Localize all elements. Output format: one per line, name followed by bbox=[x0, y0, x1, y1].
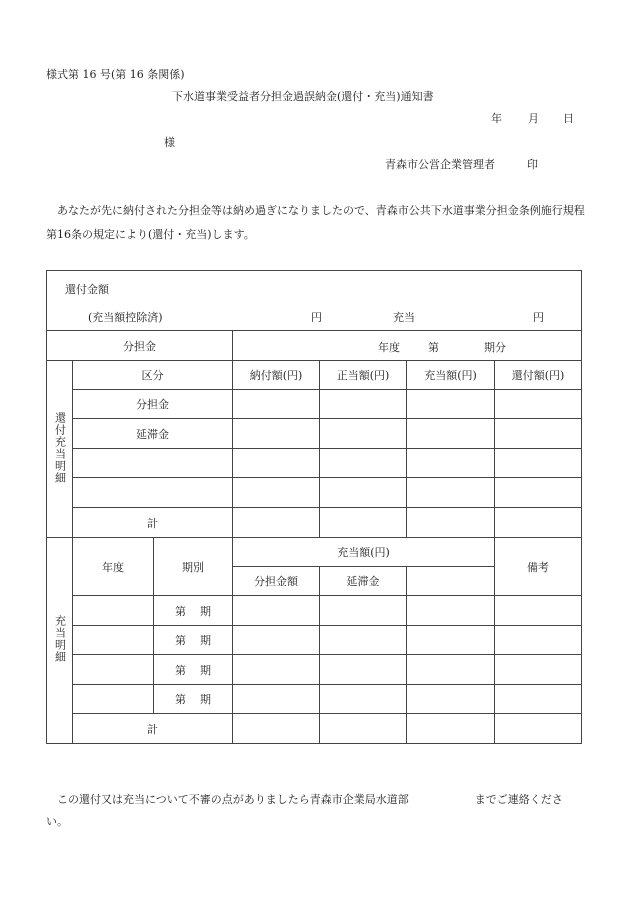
period-portion-label: 期分 bbox=[484, 341, 506, 354]
table-cell bbox=[73, 478, 233, 508]
table-cell bbox=[407, 478, 495, 508]
refund-yen-unit: 円 bbox=[311, 311, 322, 324]
table-cell bbox=[320, 419, 407, 449]
period-ki: 期 bbox=[200, 634, 211, 647]
table-cell bbox=[495, 508, 582, 538]
table-cell bbox=[73, 626, 154, 655]
document-title: 下水道事業受益者分担金過誤納金(還付・充当)通知書 bbox=[172, 90, 434, 103]
table-row bbox=[47, 478, 582, 508]
late-fee-header: 延滞金 bbox=[320, 567, 407, 596]
refund-total-row bbox=[47, 508, 582, 538]
burden-label: 分担金 bbox=[47, 331, 233, 361]
table-cell bbox=[320, 596, 407, 626]
table-cell bbox=[233, 596, 320, 626]
year-header: 年度 bbox=[73, 538, 154, 596]
applied-header: 充当額(円) bbox=[407, 361, 495, 390]
table-cell bbox=[233, 626, 320, 655]
row-label-burden: 分担金 bbox=[73, 390, 233, 419]
table-cell bbox=[320, 685, 407, 714]
table-cell bbox=[73, 596, 154, 626]
table-cell bbox=[233, 478, 320, 508]
refund-amount-cell bbox=[47, 271, 582, 331]
table-cell bbox=[233, 655, 320, 685]
table-cell bbox=[233, 419, 320, 449]
table-cell bbox=[407, 419, 495, 449]
table-cell bbox=[495, 685, 582, 714]
table-cell bbox=[320, 655, 407, 685]
table-cell bbox=[407, 626, 495, 655]
table-row bbox=[47, 685, 582, 714]
table-cell bbox=[407, 596, 495, 626]
table-cell bbox=[320, 626, 407, 655]
period-ki: 期 bbox=[200, 663, 211, 677]
refund-header-row bbox=[47, 361, 582, 390]
dai-label: 第 bbox=[428, 341, 439, 354]
table-cell bbox=[320, 714, 407, 744]
table-cell bbox=[407, 508, 495, 538]
table-cell bbox=[73, 655, 154, 685]
correct-header: 正当額(円) bbox=[320, 361, 407, 390]
table-row bbox=[47, 655, 582, 685]
seal-mark: 印 bbox=[527, 158, 538, 171]
table-cell bbox=[320, 478, 407, 508]
period-dai: 第 bbox=[175, 634, 186, 647]
row-label-late-fee: 延滞金 bbox=[73, 419, 233, 449]
form-number: 様式第 16 号(第 16 条関係) bbox=[46, 68, 185, 81]
table-cell bbox=[320, 508, 407, 538]
table-cell bbox=[73, 685, 154, 714]
addressee-suffix: 様 bbox=[164, 136, 175, 149]
period-cell bbox=[154, 685, 233, 714]
period-header: 期別 bbox=[154, 538, 233, 596]
refund-total-label: 計 bbox=[73, 508, 233, 538]
appropriation-label: 充当 bbox=[393, 311, 415, 324]
table-cell bbox=[495, 714, 582, 744]
period-dai: 第 bbox=[175, 663, 186, 677]
appropriation-detail-label-cell bbox=[47, 538, 73, 744]
table-row bbox=[47, 419, 582, 449]
burden-amount-header: 分担金額 bbox=[233, 567, 320, 596]
refund-amount-row bbox=[47, 271, 582, 331]
refund-detail-label-cell bbox=[47, 361, 73, 538]
category-header: 区分 bbox=[73, 361, 233, 390]
date-year: 年 bbox=[491, 112, 502, 125]
appropriation-detail-label: 充当明細 bbox=[53, 615, 67, 663]
period-ki: 期 bbox=[200, 604, 211, 618]
refund-form-table bbox=[46, 270, 582, 744]
period-cell bbox=[154, 596, 233, 626]
table-row bbox=[47, 449, 582, 478]
period-dai: 第 bbox=[175, 604, 186, 618]
table-row bbox=[47, 390, 582, 419]
table-cell bbox=[495, 390, 582, 419]
table-cell bbox=[407, 567, 495, 596]
table-cell bbox=[233, 508, 320, 538]
table-cell bbox=[407, 449, 495, 478]
table-cell bbox=[407, 655, 495, 685]
intro-paragraph: あなたが先に納付された分担金等は納め過ぎになりましたので、青森市公共下水道事業分担金条例施行規程第16条の規定により(還付・充当)します。 bbox=[46, 204, 585, 241]
table-cell bbox=[320, 449, 407, 478]
table-cell bbox=[495, 655, 582, 685]
issuer-name: 青森市公営企業管理者 bbox=[385, 158, 495, 171]
fiscal-year-label: 年度 bbox=[378, 341, 400, 354]
table-cell bbox=[495, 478, 582, 508]
burden-period-row bbox=[47, 331, 582, 361]
appropriation-header-row bbox=[47, 538, 582, 567]
table-cell bbox=[495, 626, 582, 655]
table-cell bbox=[233, 685, 320, 714]
period-cell bbox=[154, 626, 233, 655]
table-cell bbox=[495, 419, 582, 449]
refund-header: 還付額(円) bbox=[495, 361, 582, 390]
period-dai: 第 bbox=[175, 693, 186, 706]
remarks-header: 備考 bbox=[495, 538, 582, 596]
paid-header: 納付額(円) bbox=[233, 361, 320, 390]
applied-amount-header: 充当額(円) bbox=[233, 538, 495, 567]
refund-amount-label: 還付金額 bbox=[65, 283, 109, 296]
refund-detail-label: 還付充当明細 bbox=[53, 411, 67, 484]
table-cell bbox=[495, 449, 582, 478]
date-day: 日 bbox=[563, 112, 574, 125]
table-cell bbox=[320, 390, 407, 419]
appropriation-yen-unit: 円 bbox=[533, 311, 544, 324]
footer-contact-note: この還付又は充当について不審の点がありましたら青森市企業局水道部 までご連絡ください。 bbox=[46, 793, 563, 828]
period-cell bbox=[154, 655, 233, 685]
table-cell bbox=[407, 685, 495, 714]
appropriation-total-row bbox=[47, 714, 582, 744]
table-row bbox=[47, 596, 582, 626]
table-cell bbox=[233, 449, 320, 478]
table-cell bbox=[407, 714, 495, 744]
table-row bbox=[47, 626, 582, 655]
date-month: 月 bbox=[528, 112, 539, 125]
burden-period-cell bbox=[233, 331, 582, 361]
table-cell bbox=[407, 390, 495, 419]
appropriation-total-label: 計 bbox=[73, 714, 233, 744]
table-cell bbox=[233, 390, 320, 419]
table-cell bbox=[233, 714, 320, 744]
deducted-label: (充当額控除済) bbox=[88, 311, 163, 324]
table-cell bbox=[73, 449, 233, 478]
period-ki: 期 bbox=[200, 693, 211, 706]
table-cell bbox=[495, 596, 582, 626]
